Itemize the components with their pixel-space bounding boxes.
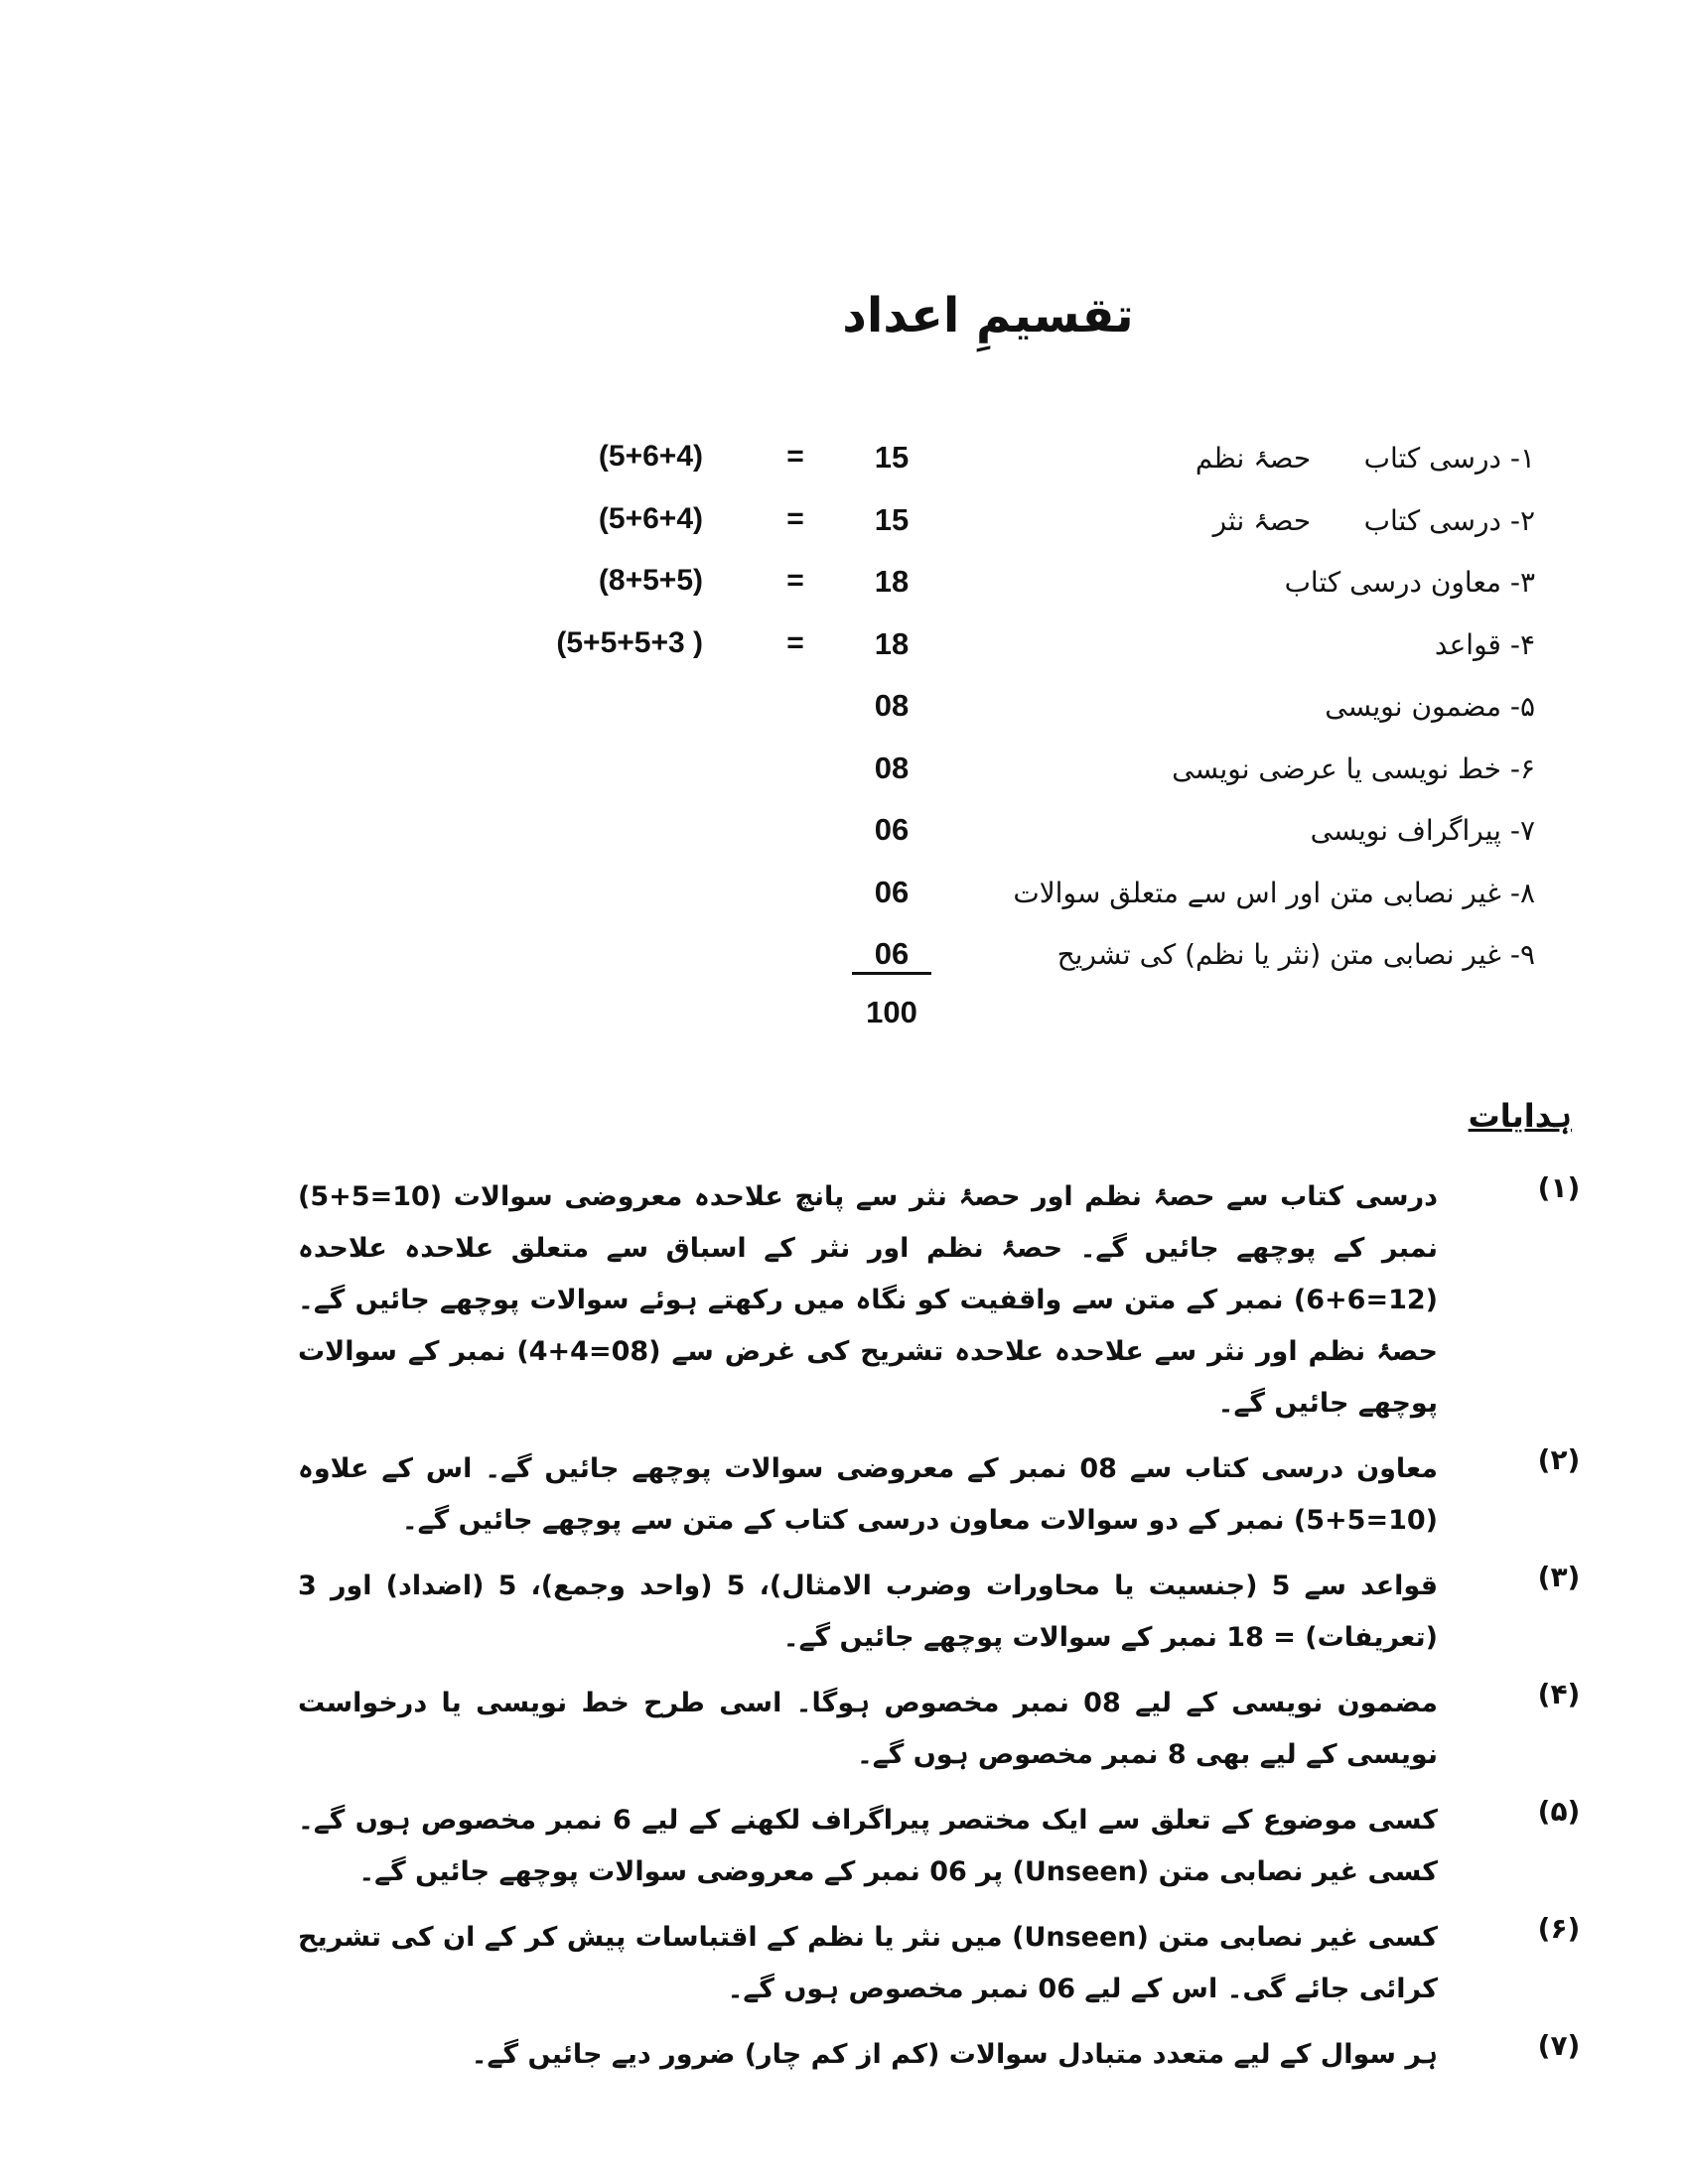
row-breakdown: (5+6+4) [598,502,703,535]
distribution-row [0,442,1688,501]
instruction-number: (۷) [1537,2029,1581,2062]
row-marks: 15 [874,502,910,537]
instructions-list [298,1171,1589,2095]
instruction-number: (۴) [1537,1678,1581,1710]
row-label: ۷- پیراگراف نویسی [1310,814,1535,847]
equals-sign: = [786,440,804,473]
distribution-row [0,690,1688,750]
distribution-row [0,752,1688,812]
instruction-item [298,1443,1589,1547]
row-marks: 18 [874,564,910,599]
row-label: ۶- خط نویسی یا عرضی نویسی [1172,752,1535,785]
instruction-number: (۵) [1537,1795,1581,1828]
row-label: ۹- غیر نصابی متن (نثر یا نظم) کی تشریح [1056,938,1535,971]
equals-sign: = [786,502,804,535]
instruction-item [298,1912,1589,2015]
distribution-row [0,814,1688,874]
row-label: ۲- درسی کتاب حصۂ نثر [1212,504,1535,537]
instruction-text: معاون درسی کتاب سے 08 نمبر کے معروضی سوالات پوچھے جائیں گے۔ اس کے علاوہ (10=5+5) نمبر کے دو سوالات معاون درسی کتاب کے متن سے پوچھے جائیں گے۔ [298,1453,1439,1536]
row-breakdown: (5+6+4) [598,440,703,473]
equals-sign: = [786,564,804,597]
row-label: ۴- قواعد [1434,628,1535,661]
row-marks: 08 [874,751,910,785]
equals-sign: = [786,626,804,659]
page-title: تقسیمِ اعداد [842,288,1134,343]
row-label: ۵- مضمون نویسی [1325,690,1535,723]
distribution-row [0,877,1688,936]
distribution-row [0,938,1688,998]
instruction-number: (۲) [1537,1443,1581,1476]
instructions-heading: ہدایات [1468,1097,1572,1135]
instruction-item [298,2029,1589,2081]
row-label: ۱- درسی کتاب حصۂ نظم [1195,442,1535,475]
instruction-text: کسی موضوع کے تعلق سے ایک مختصر پیراگراف لکھنے کے لیے 6 نمبر مخصوص ہوں گے۔ کسی غیر نصابی متن (Unseen) پر 06 نمبر کے معروضی سوالات پوچھے جائیں گے۔ [298,1805,1438,1887]
instruction-text: ہر سوال کے لیے متعدد متبادل سوالات (کم از کم چار) ضرور دیے جائیں گے۔ [471,2039,1438,2070]
instruction-text: مضمون نویسی کے لیے 08 نمبر مخصوص ہوگا۔ اسی طرح خط نویسی یا درخواست نویسی کے لیے بھی 8 نمبر مخصوص ہوں گے۔ [298,1688,1438,1770]
row-breakdown: (8+5+5) [598,564,703,597]
instruction-item [298,1795,1589,1898]
row-marks: 06 [874,812,910,847]
row-marks: 15 [874,440,910,475]
instruction-text: قواعد سے 5 (جنسیت یا محاورات وضرب الامثال)، 5 (واحد وجمع)، 5 (اضداد) اور 3 (تعریفات) = 18 نمبر کے سوالات پوچھے جائیں گے۔ [298,1570,1439,1653]
row-marks: 18 [874,626,910,661]
row-label: ۸- غیر نصابی متن اور اس سے متعلق سوالات [1013,877,1535,909]
instruction-number: (۱) [1537,1171,1581,1204]
instruction-number: (۶) [1537,1912,1581,1945]
row-marks: 08 [874,688,910,723]
total-marks: 100 [866,995,917,1029]
instruction-item [298,1678,1589,1781]
instruction-item [298,1561,1589,1664]
distribution-row [0,566,1688,625]
row-label: ۳- معاون درسی کتاب [1284,566,1535,599]
distribution-row [0,504,1688,564]
row-marks: 06 [852,936,931,975]
instruction-text: درسی کتاب سے حصۂ نظم اور حصۂ نثر سے پانچ علاحدہ معروضی سوالات (10=5+5) نمبر کے پوچھے جائیں گے۔ حصۂ نظم اور نثر کے اسباق سے متعلق علاحدہ علاحدہ (12=6+6) نمبر کے متن سے واقفیت کو نگاہ میں رکھتے ہوئے سوالات پوچھے جائیں گے۔ حصۂ نظم اور نثر سے علاحدہ علاحدہ تشریح کی غرض سے (08=4+4) نمبر کے سوالات پوچھے جائیں گے۔ [298,1181,1438,1419]
instruction-number: (۳) [1537,1561,1581,1593]
instruction-text: کسی غیر نصابی متن (Unseen) میں نثر یا نظم کے اقتباسات پیش کر کے ان کی تشریح کرائی جائے گی۔ اس کے لیے 06 نمبر مخصوص ہوں گے۔ [298,1922,1438,2004]
row-breakdown: (5+5+5+3 ) [556,626,703,659]
row-marks: 06 [874,875,910,909]
instruction-item [298,1171,1589,1430]
distribution-row [0,628,1688,688]
